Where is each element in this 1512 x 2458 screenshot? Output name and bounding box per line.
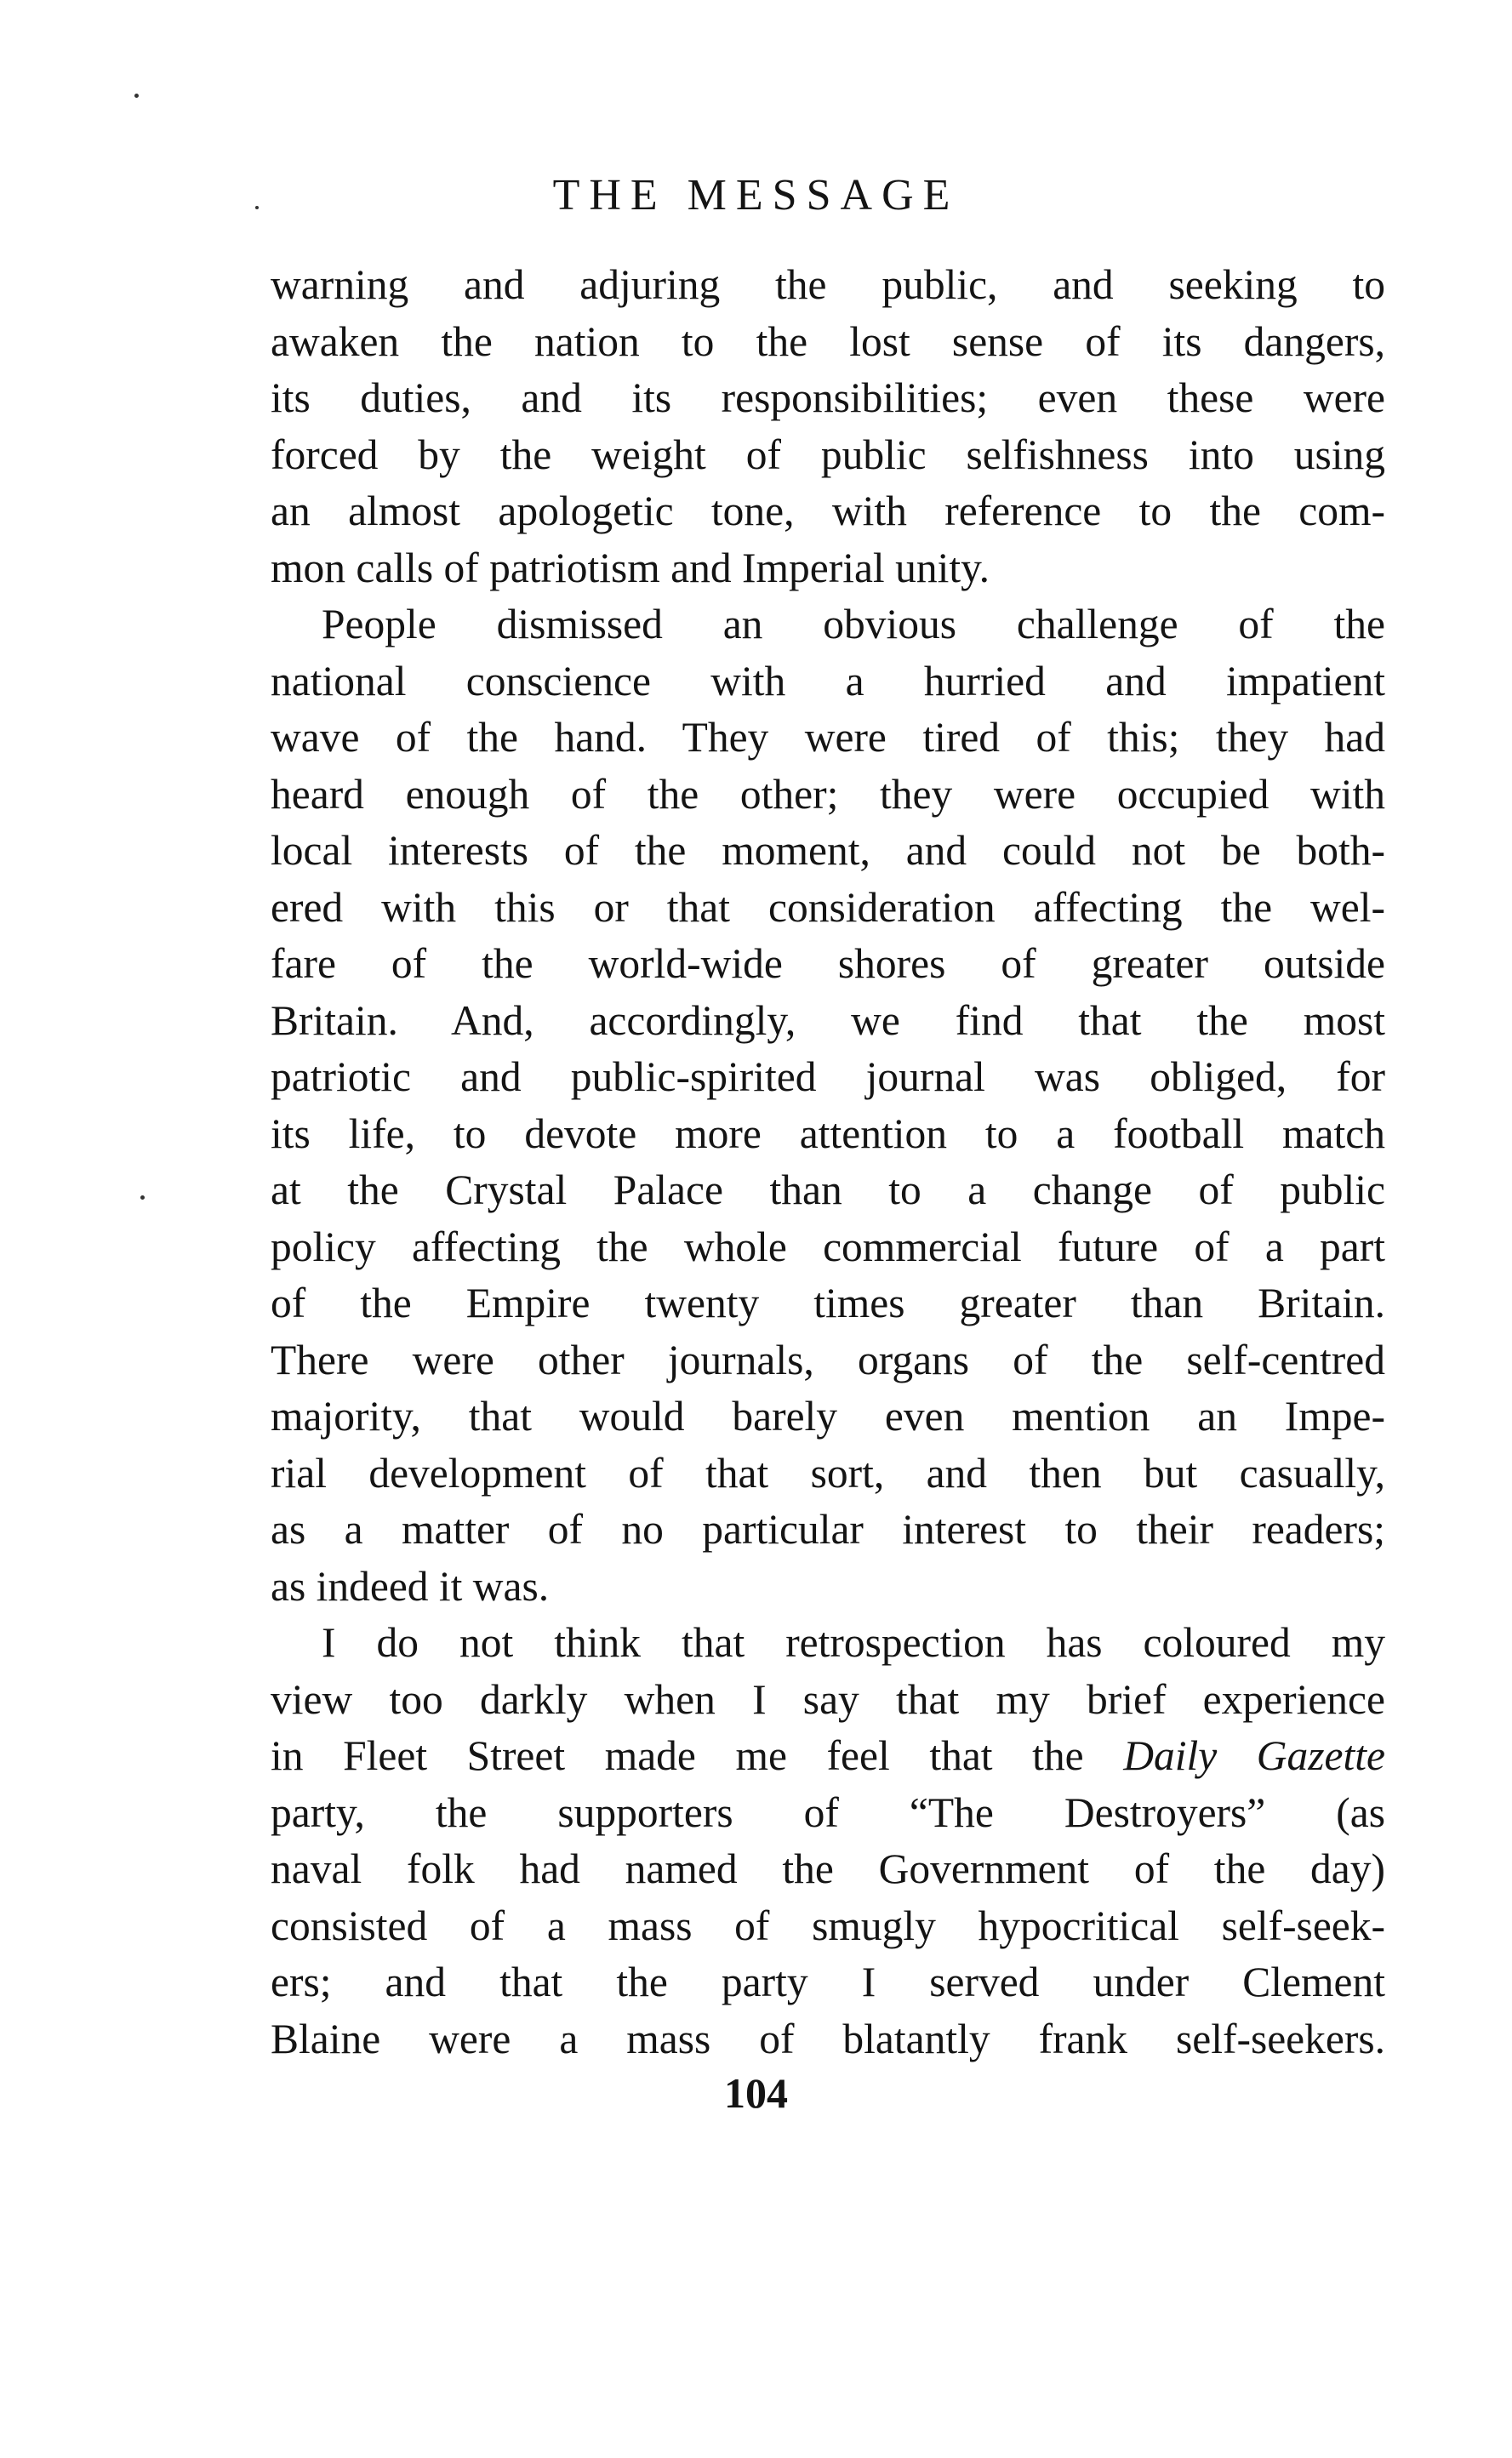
text-line: I do not think that retrospection has coloured my — [322, 1619, 1385, 1666]
text-line: local interests of the moment, and could not be both- — [271, 827, 1385, 874]
page-number: 104 — [724, 2069, 788, 2117]
text-line: rial development of that sort, and then but casually, — [271, 1449, 1385, 1497]
text-line: at the Crystal Palace than to a change of public — [271, 1166, 1385, 1213]
text-line-prefix: in Fleet Street made me feel that the — [271, 1732, 1124, 1779]
text-line: patriotic and public-spirited journal was obliged, for — [271, 1053, 1385, 1100]
text-line: heard enough of the other; they were occupied with — [271, 770, 1385, 818]
text-line: of the Empire twenty times greater than Britain. — [271, 1280, 1385, 1326]
text-line: Blaine were a mass of blatantly frank self-seekers. — [271, 2015, 1385, 2062]
text-line: There were other journals, organs of the self-centred — [271, 1336, 1385, 1383]
newspaper-title: Daily Gazette — [1123, 1732, 1385, 1779]
text-line: view too darkly when I say that my brief experience — [271, 1675, 1385, 1723]
text-line: fare of the world-wide shores of greater outside — [271, 940, 1385, 987]
text-line: Britain. And, accordingly, we find that the most — [271, 996, 1385, 1044]
text-line: ered with this or that consideration affecting the wel- — [271, 883, 1385, 931]
text-line: wave of the hand. They were tired of this; they had — [271, 714, 1385, 761]
text-line: consisted of a mass of smugly hypocritical self-seek- — [271, 1902, 1385, 1949]
text-line: People dismissed an obvious challenge of the — [322, 601, 1385, 647]
text-line: policy affecting the whole commercial future of a part — [271, 1223, 1385, 1270]
print-speck — [140, 1195, 145, 1200]
text-line: party, the supporters of “The Destroyers” (as — [271, 1788, 1385, 1836]
text-line: as a matter of no particular interest to their readers; — [271, 1506, 1385, 1553]
text-line: an almost apologetic tone, with reference to the com- — [271, 488, 1385, 534]
text-line — [271, 1728, 1385, 1785]
text-line: ers; and that the party I served under Clement — [271, 1959, 1385, 2005]
text-line: mon calls of patriotism and Imperial unity. — [271, 544, 990, 591]
text-line: as indeed it was. — [271, 1562, 550, 1610]
text-line: forced by the weight of public selfishness into using — [271, 431, 1385, 478]
text-line: awaken the nation to the lost sense of its dangers, — [271, 317, 1385, 365]
running-title: THE MESSAGE — [552, 171, 960, 220]
text-line: its duties, and its responsibilities; even these were — [271, 374, 1385, 421]
body-text — [271, 257, 1385, 2067]
text-line: majority, that would barely even mention an Impe- — [271, 1393, 1385, 1440]
text-line: naval folk had named the Government of the day) — [271, 1845, 1385, 1892]
text-line: warning and adjuring the public, and seeking to — [271, 261, 1385, 308]
text-line: national conscience with a hurried and impatient — [271, 657, 1385, 704]
print-speck — [134, 94, 139, 98]
text-line: its life, to devote more attention to a football match — [271, 1109, 1385, 1157]
